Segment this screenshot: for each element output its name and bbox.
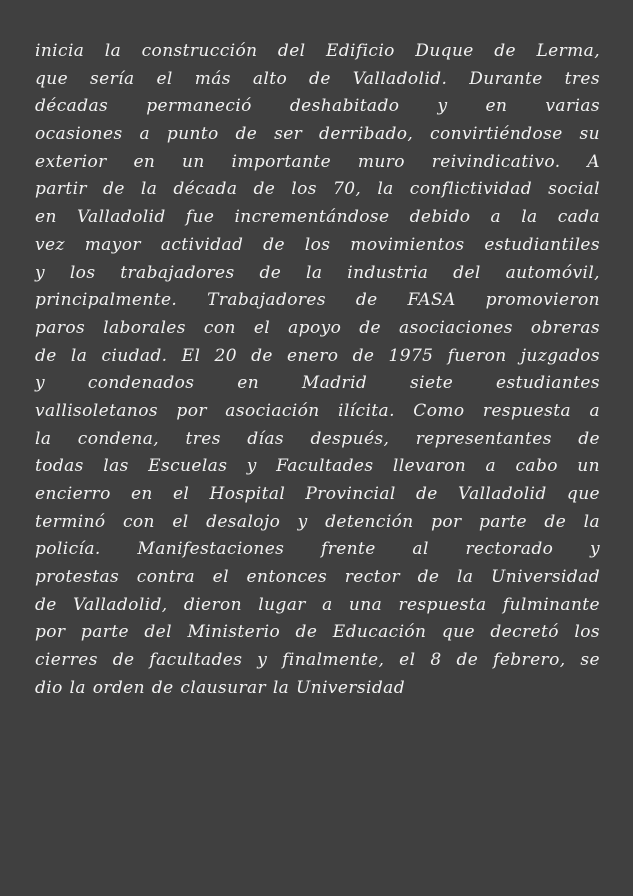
text-line: cierres de facultades y finalmente, el 8 de febrero, se: [35, 650, 600, 671]
text-line: policía. Manifestaciones frente al rectorado y: [35, 539, 600, 560]
text-line: principalmente. Trabajadores de FASA promovieron: [35, 290, 600, 311]
text-line: inicia la construcción del Edificio Duque de Lerma,: [35, 41, 600, 61]
text-line: de la ciudad. El 20 de enero de 1975 fueron juzgados: [35, 345, 600, 366]
text-line: que sería el más alto de Valladolid. Durante tres: [35, 68, 600, 89]
text-line: de Valladolid, dieron lugar a una respuesta fulminante: [35, 594, 600, 615]
text-line: la condena, tres días después, representantes de: [35, 428, 600, 449]
text-line: y los trabajadores de la industria del automóvil,: [35, 262, 600, 283]
text-line: protestas contra el entonces rector de la Universidad: [35, 567, 600, 588]
text-line: todas las Escuelas y Facultades llevaron a cabo un: [35, 456, 600, 477]
text-line: en Valladolid fue incrementándose debido a la cada: [35, 207, 600, 228]
text-line: terminó con el desalojo y detención por parte de la: [35, 511, 600, 532]
text-line: exterior en un importante muro reivindicativo. A: [35, 151, 600, 172]
text-line: ocasiones a punto de ser derribado, convirtiéndose su: [35, 124, 600, 145]
text-line: vallisoletanos por asociación ilícita. Como respuesta a: [35, 400, 600, 421]
text-line: partir de la década de los 70, la conflictividad social: [35, 179, 600, 200]
text-line: y condenados en Madrid siete estudiantes: [35, 373, 600, 394]
text-line: dio la orden de clausurar la Universidad: [35, 677, 405, 698]
document-body-text: [35, 38, 600, 703]
text-line: vez mayor actividad de los movimientos estudiantiles: [35, 234, 600, 255]
text-line: paros laborales con el apoyo de asociaciones obreras: [35, 317, 600, 338]
text-line: décadas permaneció deshabitado y en varias: [35, 96, 600, 117]
text-line: por parte del Ministerio de Educación que decretó los: [35, 622, 600, 643]
text-line: encierro en el Hospital Provincial de Valladolid que: [35, 484, 600, 504]
